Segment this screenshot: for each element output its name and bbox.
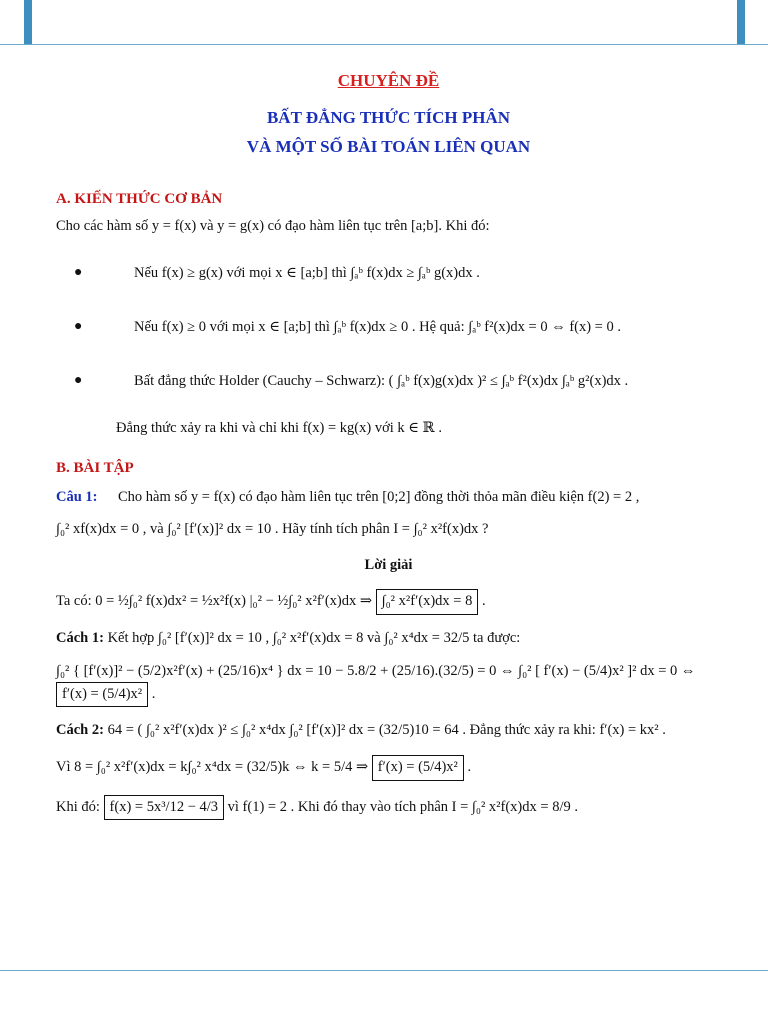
equation-text: ∫₀² { [f′(x)]² − (5/2)x²f′(x) + (25/16)x⁴ } dx = 10 − 5.8/2 + (25/16).(32/5) = 0 ⇔ ∫₀² [ f′(x) − (5/4)x² ]² dx = 0 ⇔ [56, 663, 696, 680]
boxed-result: f′(x) = (5/4)x² [56, 682, 148, 708]
method-2 [56, 721, 721, 741]
boxed-result: ∫₀² x²f′(x)dx = 8 [376, 589, 479, 615]
bullet-item [56, 365, 721, 399]
solution-step-1 [56, 589, 721, 615]
equality-note: Đẳng thức xảy ra khi và chỉ khi f(x) = kg(x) với k ∈ ℝ . [116, 419, 442, 436]
step-text: Vì 8 = ∫₀² x²f′(x)dx = k∫₀² x⁴dx = (32/5)k ⇔ k = 5/4 ⇒ [56, 758, 372, 775]
section-a-intro: Cho các hàm số y = f(x) và y = g(x) có đạo hàm liên tục trên [a;b]. Khi đó: [56, 218, 490, 235]
boxed-result: f(x) = 5x³/12 − 4/3 [104, 795, 225, 821]
bullet-dot-icon: ● [74, 319, 83, 335]
bullet-text: Nếu f(x) ≥ g(x) với mọi x ∈ [a;b] thì ∫ₐᵇ f(x)dx ≥ ∫ₐᵇ g(x)dx . [134, 264, 480, 281]
right-header-bar [737, 0, 745, 44]
bottom-rule [0, 970, 768, 971]
step-text: Ta có: 0 = ½∫₀² f(x)dx² = ½x²f(x) |₀² − ½∫₀² x²f′(x)dx ⇒ [56, 593, 376, 610]
section-b-heading: B. BÀI TẬP [56, 460, 134, 477]
step-text: Khi đó: [56, 798, 104, 815]
bullet-text: Bất đẳng thức Holder (Cauchy – Schwarz): ( ∫ₐᵇ f(x)g(x)dx )² ≤ ∫ₐᵇ f²(x)dx ∫ₐᵇ g²(x)dx . [134, 372, 629, 389]
left-header-bar [24, 0, 32, 44]
bullet-item [56, 311, 721, 345]
title-line-2: VÀ MỘT SỐ BÀI TOÁN LIÊN QUAN [246, 136, 531, 156]
method-text: 64 = ( ∫₀² x²f′(x)dx )² ≤ ∫₀² x⁴dx ∫₀² [f′(x)]² dx = (32/5)10 = 64 . Đẳng thức xảy ra khi: f′(x) = kx² . [103, 722, 666, 739]
top-rule [0, 44, 768, 45]
method-text: Kết hợp ∫₀² [f′(x)]² dx = 10 , ∫₀² x²f′(x)dx = 8 và ∫₀² x⁴dx = 32/5 ta được: [103, 629, 521, 646]
step-end: . [463, 758, 472, 775]
bullet-item [56, 257, 721, 291]
method-1 [56, 629, 721, 649]
bullet-dot-icon: ● [74, 265, 83, 281]
document-page [56, 70, 721, 820]
solution-heading: Lời giải [364, 556, 413, 573]
step-end: . [148, 685, 156, 702]
step-end: vì f(1) = 2 . Khi đó thay vào tích phân I = ∫₀² x²f(x)dx = 8/9 . [224, 798, 578, 815]
method-label: Cách 1: [56, 629, 104, 646]
final-step [56, 795, 721, 821]
bullet-dot-icon: ● [74, 373, 83, 389]
question-label: Câu 1: [56, 489, 98, 506]
question-1 [56, 488, 721, 508]
bullet-text: Nếu f(x) ≥ 0 với mọi x ∈ [a;b] thì ∫ₐᵇ f(x)dx ≥ 0 . Hệ quả: ∫ₐᵇ f²(x)dx = 0 ⇔ f(x) = 0 . [134, 318, 621, 335]
section-a-heading: A. KIẾN THỨC CƠ BẢN [56, 190, 223, 207]
title-line-1: BẤT ĐẲNG THỨC TÍCH PHÂN [266, 107, 511, 127]
method-label: Cách 2: [56, 722, 104, 739]
question-line-1: Cho hàm số y = f(x) có đạo hàm liên tục trên [0;2] đồng thời thỏa mãn điều kiện f(2) = 2 , [118, 489, 640, 506]
since-step [56, 755, 721, 781]
step-end: . [478, 593, 486, 610]
question-line-2: ∫₀² xf(x)dx = 0 , và ∫₀² [f′(x)]² dx = 10 . Hãy tính tích phân I = ∫₀² x²f(x)dx ? [56, 521, 489, 537]
boxed-result: f′(x) = (5/4)x² [372, 755, 464, 781]
method-1-equation [56, 662, 721, 707]
topic-label: CHUYÊN ĐỀ [337, 71, 440, 90]
